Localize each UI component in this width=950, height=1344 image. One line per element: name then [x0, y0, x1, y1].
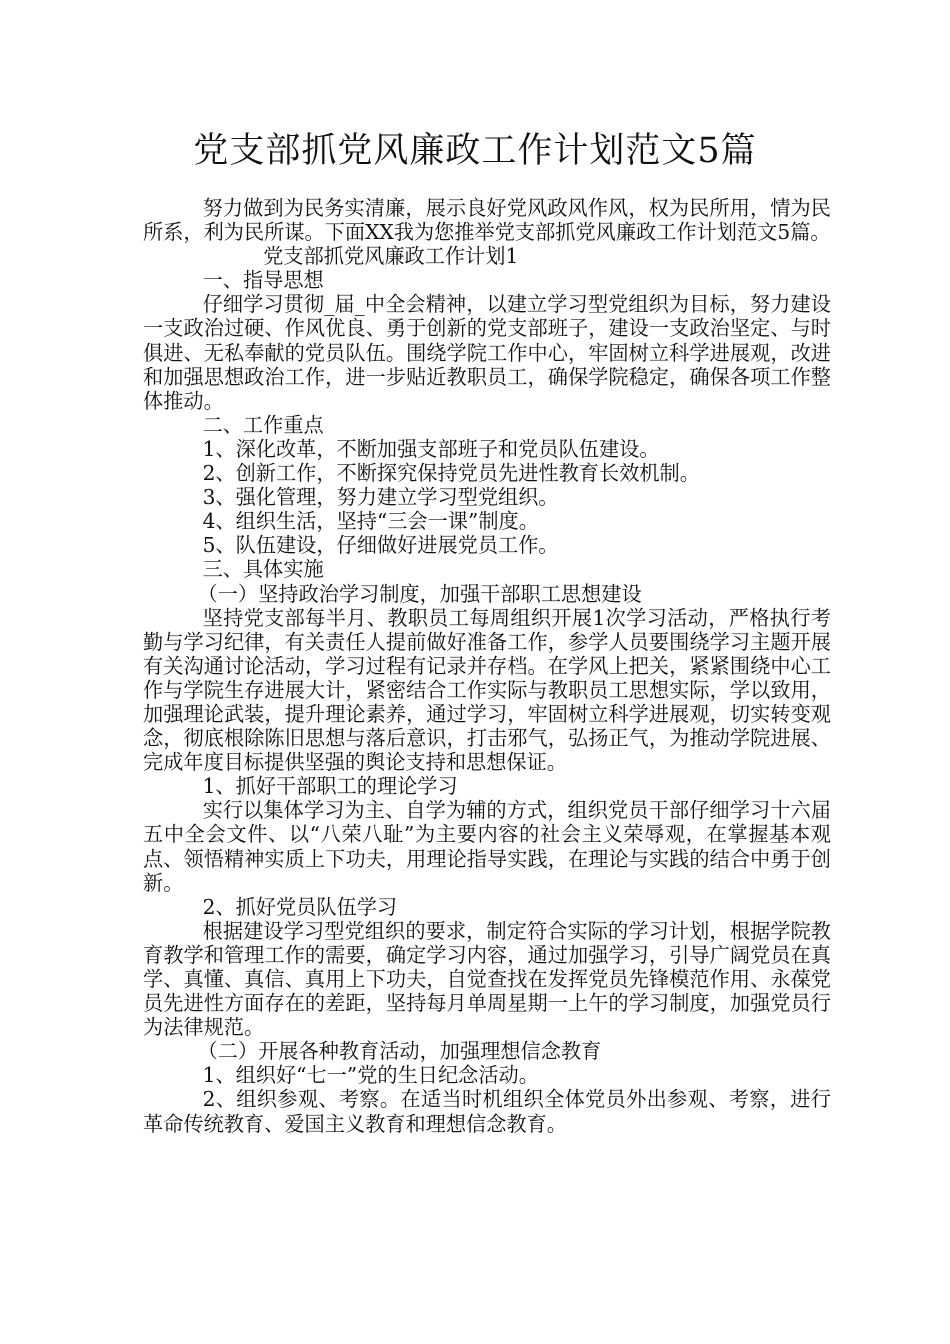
paragraph: 1、抓好干部职工的理论学习 — [202, 774, 458, 799]
paragraph: 一、指导思想 — [202, 268, 324, 293]
paragraph: 1、深化改革，不断加强支部班子和党员队伍建设。 — [202, 436, 660, 461]
paragraph: 4、组织生活，坚持“三会一课”制度。 — [202, 509, 539, 534]
document-body — [143, 196, 831, 1136]
paragraph: 仔细学习贯彻_届_中全会精神，以建立学习型党组织为目标，努力建设一支政治过硬、作风优良、勇于创新的党支部班子，建设一支政治坚定、与时俱进、无私奉献的党员队伍。围绕学院工作中心，牢固树立科学进展观，改进和加强思想政治工作，进一步贴近教职员工，确保学院稳定，确保各项工作整体推动。 — [143, 292, 831, 413]
paragraph: 党支部抓党风廉政工作计划1 — [263, 244, 519, 269]
paragraph: 实行以集体学习为主、自学为辅的方式，组织党员干部仔细学习十六届五中全会文件、以“八荣八耻”为主要内容的社会主义荣辱观，在掌握基本观点、领悟精神实质上下功夫，用理论指导实践，在理论与实践的结合中勇于创新。 — [143, 798, 831, 895]
paragraph: 三、具体实施 — [202, 557, 324, 582]
paragraph: 5、队伍建设，仔细做好进展党员工作。 — [202, 533, 559, 558]
paragraph: （一）坚持政治学习制度，加强干部职工思想建设 — [197, 581, 642, 606]
paragraph: 1、组织好“七一”党的生日纪念活动。 — [202, 1063, 539, 1088]
document-title: 党支部抓党风廉政工作计划范文5篇 — [193, 131, 757, 171]
paragraph: 根据建设学习型党组织的要求，制定符合实际的学习计划，根据学院教育教学和管理工作的需要，确定学习内容，通过加强学习，引导广阔党员在真学、真懂、真信、真用上下功夫，自觉查找在发挥党员先锋模范作用、永葆党员先进性方面存在的差距，坚持每月单周星期一上午的学习制度，加强党员行为法律规范。 — [143, 918, 831, 1040]
paragraph: 坚持党支部每半月、教职员工每周组织开展1次学习活动，严格执行考勤与学习纪律，有关责任人提前做好准备工作，参学人员要围绕学习主题开展有关沟通讨论活动，学习过程有记录并存档。在学风上把关，紧紧围绕中心工作与学院生存进展大计，紧密结合工作实际与教职员工思想实际，学以致用，加强理论武装，提升理论素养，通过学习，牢固树立科学进展观，切实转变观念，彻底根除陈旧思想与落后意识，打击邪气，弘扬正气，为推动学院进展、完成年度目标提供坚强的舆论支持和思想保证。 — [143, 605, 831, 775]
paragraph: 3、强化管理，努力建立学习型党组织。 — [202, 485, 559, 510]
paragraph: 二、工作重点 — [202, 412, 324, 437]
paragraph: （二）开展各种教育活动，加强理想信念教育 — [197, 1039, 602, 1064]
paragraph: 2、组织参观、考察。在适当时机组织全体党员外出参观、考察，进行革命传统教育、爱国主义教育和理想信念教育。 — [143, 1087, 831, 1136]
paragraph: 努力做到为民务实清廉，展示良好党风政风作风，权为民所用，情为民所系，利为民所谋。下面XX我为您推举党支部抓党风廉政工作计划范文5篇。 — [143, 196, 831, 245]
paragraph: 2、创新工作，不断探究保持党员先进性教育长效机制。 — [202, 461, 700, 486]
paragraph: 2、抓好党员队伍学习 — [202, 894, 398, 919]
